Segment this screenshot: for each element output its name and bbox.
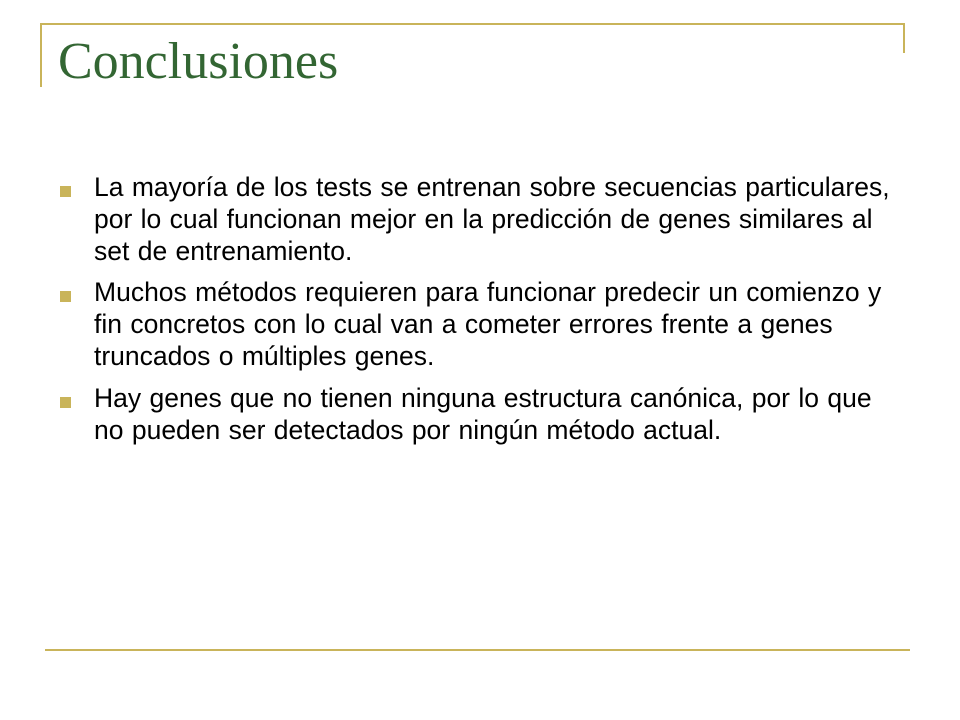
bullet-item [60,277,890,372]
bullet-list [60,172,890,456]
left-border-line [40,23,42,87]
slide-title: Conclusiones [58,33,339,90]
bullet-text: Muchos métodos requieren para funcionar predecir un comienzo y fin concretos con lo cual van a cometer errores frente a genes truncados o múltiples genes. [94,277,882,371]
bullet-item [60,172,890,267]
bullet-item [60,383,890,447]
square-bullet-icon [60,397,71,408]
bullet-text: La mayoría de los tests se entrenan sobre secuencias particulares, por lo cual funcionan mejor en la predicción de genes similares al set de entrenamiento. [94,172,890,266]
bottom-border-line [45,649,910,651]
bullet-text: Hay genes que no tienen ninguna estructura canónica, por lo que no pueden ser detectados por ningún método actual. [94,382,872,445]
square-bullet-icon [60,186,71,197]
square-bullet-icon [60,291,71,302]
top-border-line [40,23,905,25]
right-border-tick [903,23,905,53]
